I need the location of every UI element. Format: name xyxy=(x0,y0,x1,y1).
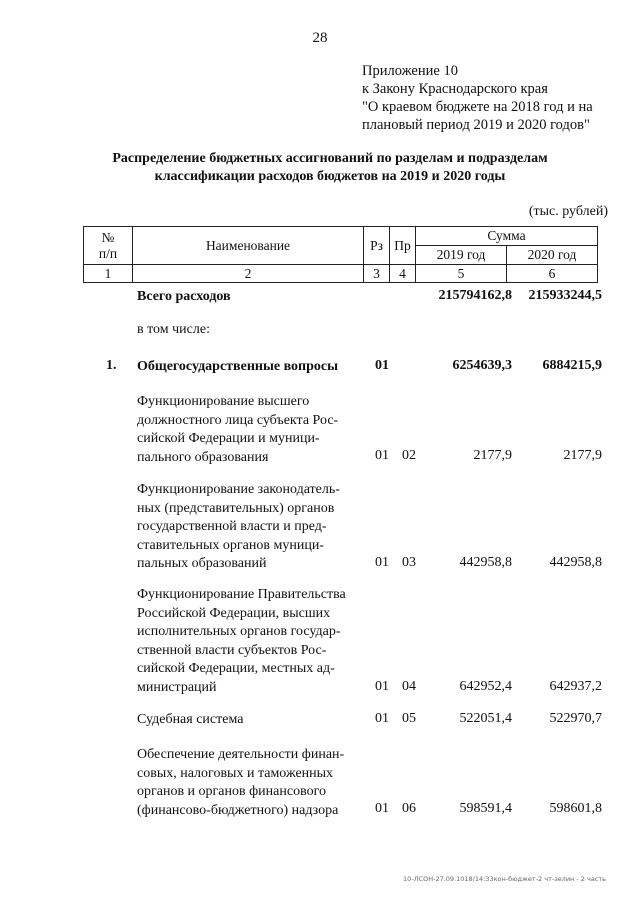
row-pr: 03 xyxy=(402,555,416,570)
section-label: Общегосударственные вопросы xyxy=(137,359,339,374)
row-name-line: должностного лица субъекта Рос- xyxy=(137,412,339,428)
row-rz: 01 xyxy=(375,801,389,816)
header-number-sub: п/п xyxy=(98,245,118,261)
row-name-line: Судебная система xyxy=(137,712,244,727)
row-pr: 02 xyxy=(402,448,416,463)
row-name-line: министраций xyxy=(137,679,217,695)
row-2019: 522051,4 xyxy=(459,711,512,726)
row-name-line: совых, налоговых и таможенных xyxy=(137,765,334,781)
row-name-line: Обеспечение деятельности финан- xyxy=(137,747,345,762)
row-name-line: пальных образований xyxy=(137,556,267,571)
header-2019: 2019 год xyxy=(416,246,507,265)
row-name xyxy=(137,586,365,697)
column-number: 3 xyxy=(364,265,390,283)
row-2020: 598601,8 xyxy=(549,801,602,816)
column-number: 6 xyxy=(507,265,598,283)
row-rz: 01 xyxy=(375,679,389,694)
row-name-line: сийской Федерации, местных ад- xyxy=(137,661,335,676)
total-label: Всего расходов xyxy=(137,289,231,304)
row-name-line: Функционирование Правительства xyxy=(137,587,346,602)
units-label: (тыс. рублей) xyxy=(528,204,608,219)
row-name-line: Российской Федерации, высших xyxy=(137,605,331,621)
row-name-line: Функционирование высшего xyxy=(137,394,310,409)
row-2019: 2177,9 xyxy=(473,448,512,463)
document-title xyxy=(60,150,600,186)
row-name xyxy=(137,481,365,574)
row-name-line: сийской Федерации и муници- xyxy=(137,431,320,446)
row-name xyxy=(137,393,365,467)
row-name-line: государственной власти и пред- xyxy=(137,519,327,534)
row-name xyxy=(137,711,365,730)
column-number: 5 xyxy=(416,265,507,283)
row-rz: 01 xyxy=(375,448,389,463)
row-name-line: (финансово-бюджетного) надзора xyxy=(137,802,339,818)
section-2020: 6884215,9 xyxy=(542,358,602,373)
page-number: 28 xyxy=(312,30,328,46)
section-rz: 01 xyxy=(375,358,389,373)
row-2020: 442958,8 xyxy=(549,555,602,570)
header-pr: Пр xyxy=(390,227,416,265)
row-rz: 01 xyxy=(375,555,389,570)
row-name-line: пального образования xyxy=(137,449,269,465)
header-sum: Сумма xyxy=(416,227,598,246)
row-2020: 2177,9 xyxy=(563,448,602,463)
including-label: в том числе: xyxy=(137,322,210,337)
row-name-line: Функционирование законодатель- xyxy=(137,482,340,497)
section-2019: 6254639,3 xyxy=(452,358,512,373)
row-name-line: органов и органов финансового xyxy=(137,784,326,799)
appendix-line: "О краевом бюджете на 2018 год и на xyxy=(362,99,593,115)
row-2020: 642937,2 xyxy=(549,679,602,694)
footer-stamp: 10-ЛСОН-27.09.1018/14:33кон-бюджет-2 чт-зелин - 2 часть xyxy=(403,875,606,883)
row-rz: 01 xyxy=(375,711,389,726)
section-number: 1. xyxy=(106,358,117,373)
column-number: 1 xyxy=(84,265,133,283)
row-name-line: исполнительных органов государ- xyxy=(137,624,341,639)
row-pr: 06 xyxy=(402,801,416,816)
row-2019: 442958,8 xyxy=(459,555,512,570)
row-2019: 642952,4 xyxy=(459,679,512,694)
row-2020: 522970,7 xyxy=(549,711,602,726)
header-name: Наименование xyxy=(133,227,364,265)
title-line: классификации расходов бюджетов на 2019 и 2020 годы xyxy=(154,169,506,184)
appendix-line: Приложение 10 xyxy=(362,63,458,79)
row-name xyxy=(137,746,365,820)
table-header xyxy=(83,226,598,283)
title-line: Распределение бюджетных ассигнований по разделам и подразделам xyxy=(112,151,548,166)
header-number: № xyxy=(101,229,115,245)
row-name-line: ставительных органов муници- xyxy=(137,537,324,553)
column-number: 4 xyxy=(390,265,416,283)
appendix-note xyxy=(362,62,593,134)
header-number-cell xyxy=(84,227,133,265)
total-2020: 215933244,5 xyxy=(528,288,602,303)
appendix-line: плановый период 2019 и 2020 годов" xyxy=(362,117,590,133)
appendix-line: к Закону Краснодарского края xyxy=(362,81,548,97)
row-name-line: ственной власти субъектов Рос- xyxy=(137,642,327,658)
row-2019: 598591,4 xyxy=(459,801,512,816)
total-2019: 215794162,8 xyxy=(438,288,512,303)
row-pr: 04 xyxy=(402,679,416,694)
header-2020: 2020 год xyxy=(507,246,598,265)
column-number: 2 xyxy=(133,265,364,283)
row-name-line: ных (представительных) органов xyxy=(137,500,335,516)
row-pr: 05 xyxy=(402,711,416,726)
header-rz: Рз xyxy=(364,227,390,265)
